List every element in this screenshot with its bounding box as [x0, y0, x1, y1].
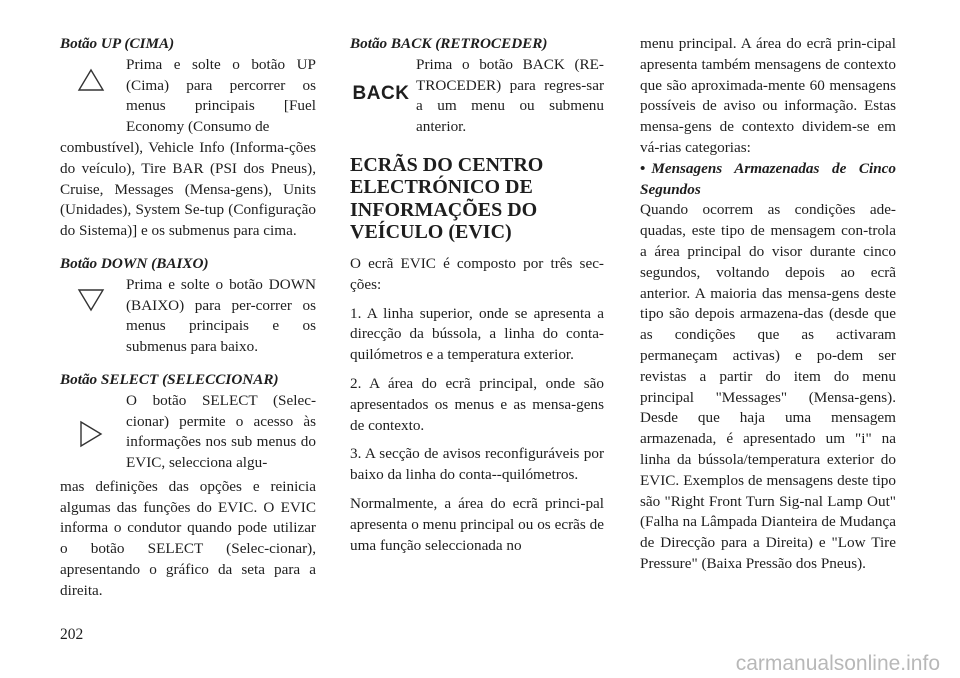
right-arrow-icon	[60, 391, 122, 477]
down-button-block	[60, 275, 316, 358]
up-button-text: Prima e solte o botão UP (Cima) para percorrer os menus principais [Fuel Economy (Consumo de	[126, 55, 316, 136]
bullet-heading-text: Mensagens Armazenadas de Cinco Segundos	[640, 159, 896, 198]
section-title: ECRÃS DO CENTRO ELECTRÓNICO DE INFORMAÇÕES DO VEÍCULO (EVIC)	[350, 153, 544, 244]
evic-intro: O ecrã EVIC é composto por três sec-ções:	[350, 254, 604, 293]
select-button-text-continued: mas definições das opções e reinicia algumas das funções do EVIC. O EVIC informa o condutor quando pode utilizar o botão SELECT (Selec-cionar), apresentando o gráfico da seta para a direita.	[60, 477, 316, 599]
up-arrow-icon	[60, 55, 122, 105]
down-arrow-icon	[60, 275, 122, 325]
column-right	[640, 34, 896, 575]
column-middle	[350, 34, 604, 556]
back-button-block	[350, 55, 604, 138]
back-button-heading: Botão BACK (RETROCEDER)	[350, 35, 548, 52]
column-left	[60, 34, 316, 602]
up-button-heading: Botão UP (CIMA)	[60, 35, 175, 52]
page-number: 202	[60, 626, 84, 643]
down-button-heading: Botão DOWN (BAIXO)	[60, 254, 209, 272]
watermark: carmanualsonline.info	[735, 652, 940, 675]
evic-item-1: 1. A linha superior, onde se apresenta a direcção da bússola, a linha do conta-quilómetros e a temperatura exterior.	[350, 304, 604, 364]
stored-messages-paragraph: Quando ocorrem as condições ade-quadas, este tipo de mensagem con-trola a área principal do visor durante cinco segundos, voltando depois ao ecrã anterior. A maioria das mensa-gens deste tipo são depois armazena-das (desde que as condições que as activaram permaneçam activas) e po-dem ser revistas a partir do item do menu principal "Messages" (Mensa-gens). Desde que haja uma mensagem armazenada, é apresentado um "i" na linha da bússola/temperatura exterior do EVIC. Exemplos de mensagens deste tipo são "Right Front Turn Sig-nal Lamp Out" (Falha na Lâmpada Dianteira de Mudança de Direcção para a Direita) e "Low Tire Pressure" (Baixa Pressão dos Pneus).	[640, 201, 896, 572]
select-button-heading: Botão SELECT (SELECCIONAR)	[60, 370, 279, 388]
context-messages-paragraph: menu principal. A área do ecrã prin-cipal apresenta também mensagens de contexto que são aproximada-mente 60 mensagens possíveis de aviso ou informação. Estas mensa-gens de contexto dividem-se em vá-rias categorias:	[640, 35, 896, 156]
down-button-text: Prima e solte o botão DOWN (BAIXO) para per-correr os menus principais e os submenus para baixo.	[126, 275, 316, 356]
evic-item-2: 2. A área do ecrã principal, onde são apresentados os menus e as mensa-gens de contexto.	[350, 374, 604, 434]
bullet-heading	[640, 159, 896, 201]
evic-item-3: 3. A secção de avisos reconfiguráveis por baixo da linha do conta--quilómetros.	[350, 445, 604, 484]
up-button-text-continued: combustível), Vehicle Info (Informa-ções do veículo), Tire BAR (PSI dos Pneus), Cruise, Messages (Mensa-gens), Units (Unidades), System Se-tup (Configuração do Sistema)] e os submenus para cima.	[60, 138, 316, 240]
select-button-block	[60, 391, 316, 477]
bullet-dot: •	[640, 159, 646, 177]
back-icon	[350, 55, 412, 135]
select-button-text: O botão SELECT (Selec-cionar) permite o acesso às informações nos sub menus do EVIC, selecciona algu-	[126, 391, 316, 472]
up-button-block	[60, 55, 316, 138]
evic-paragraph: Normalmente, a área do ecrã princi-pal apresenta o menu principal ou os ecrãs de uma função seleccionada no	[350, 494, 604, 554]
back-button-text: Prima o botão BACK (RE-TROCEDER) para regres-sar a um menu ou submenu anterior.	[416, 55, 604, 136]
back-icon-label: BACK	[352, 83, 410, 105]
